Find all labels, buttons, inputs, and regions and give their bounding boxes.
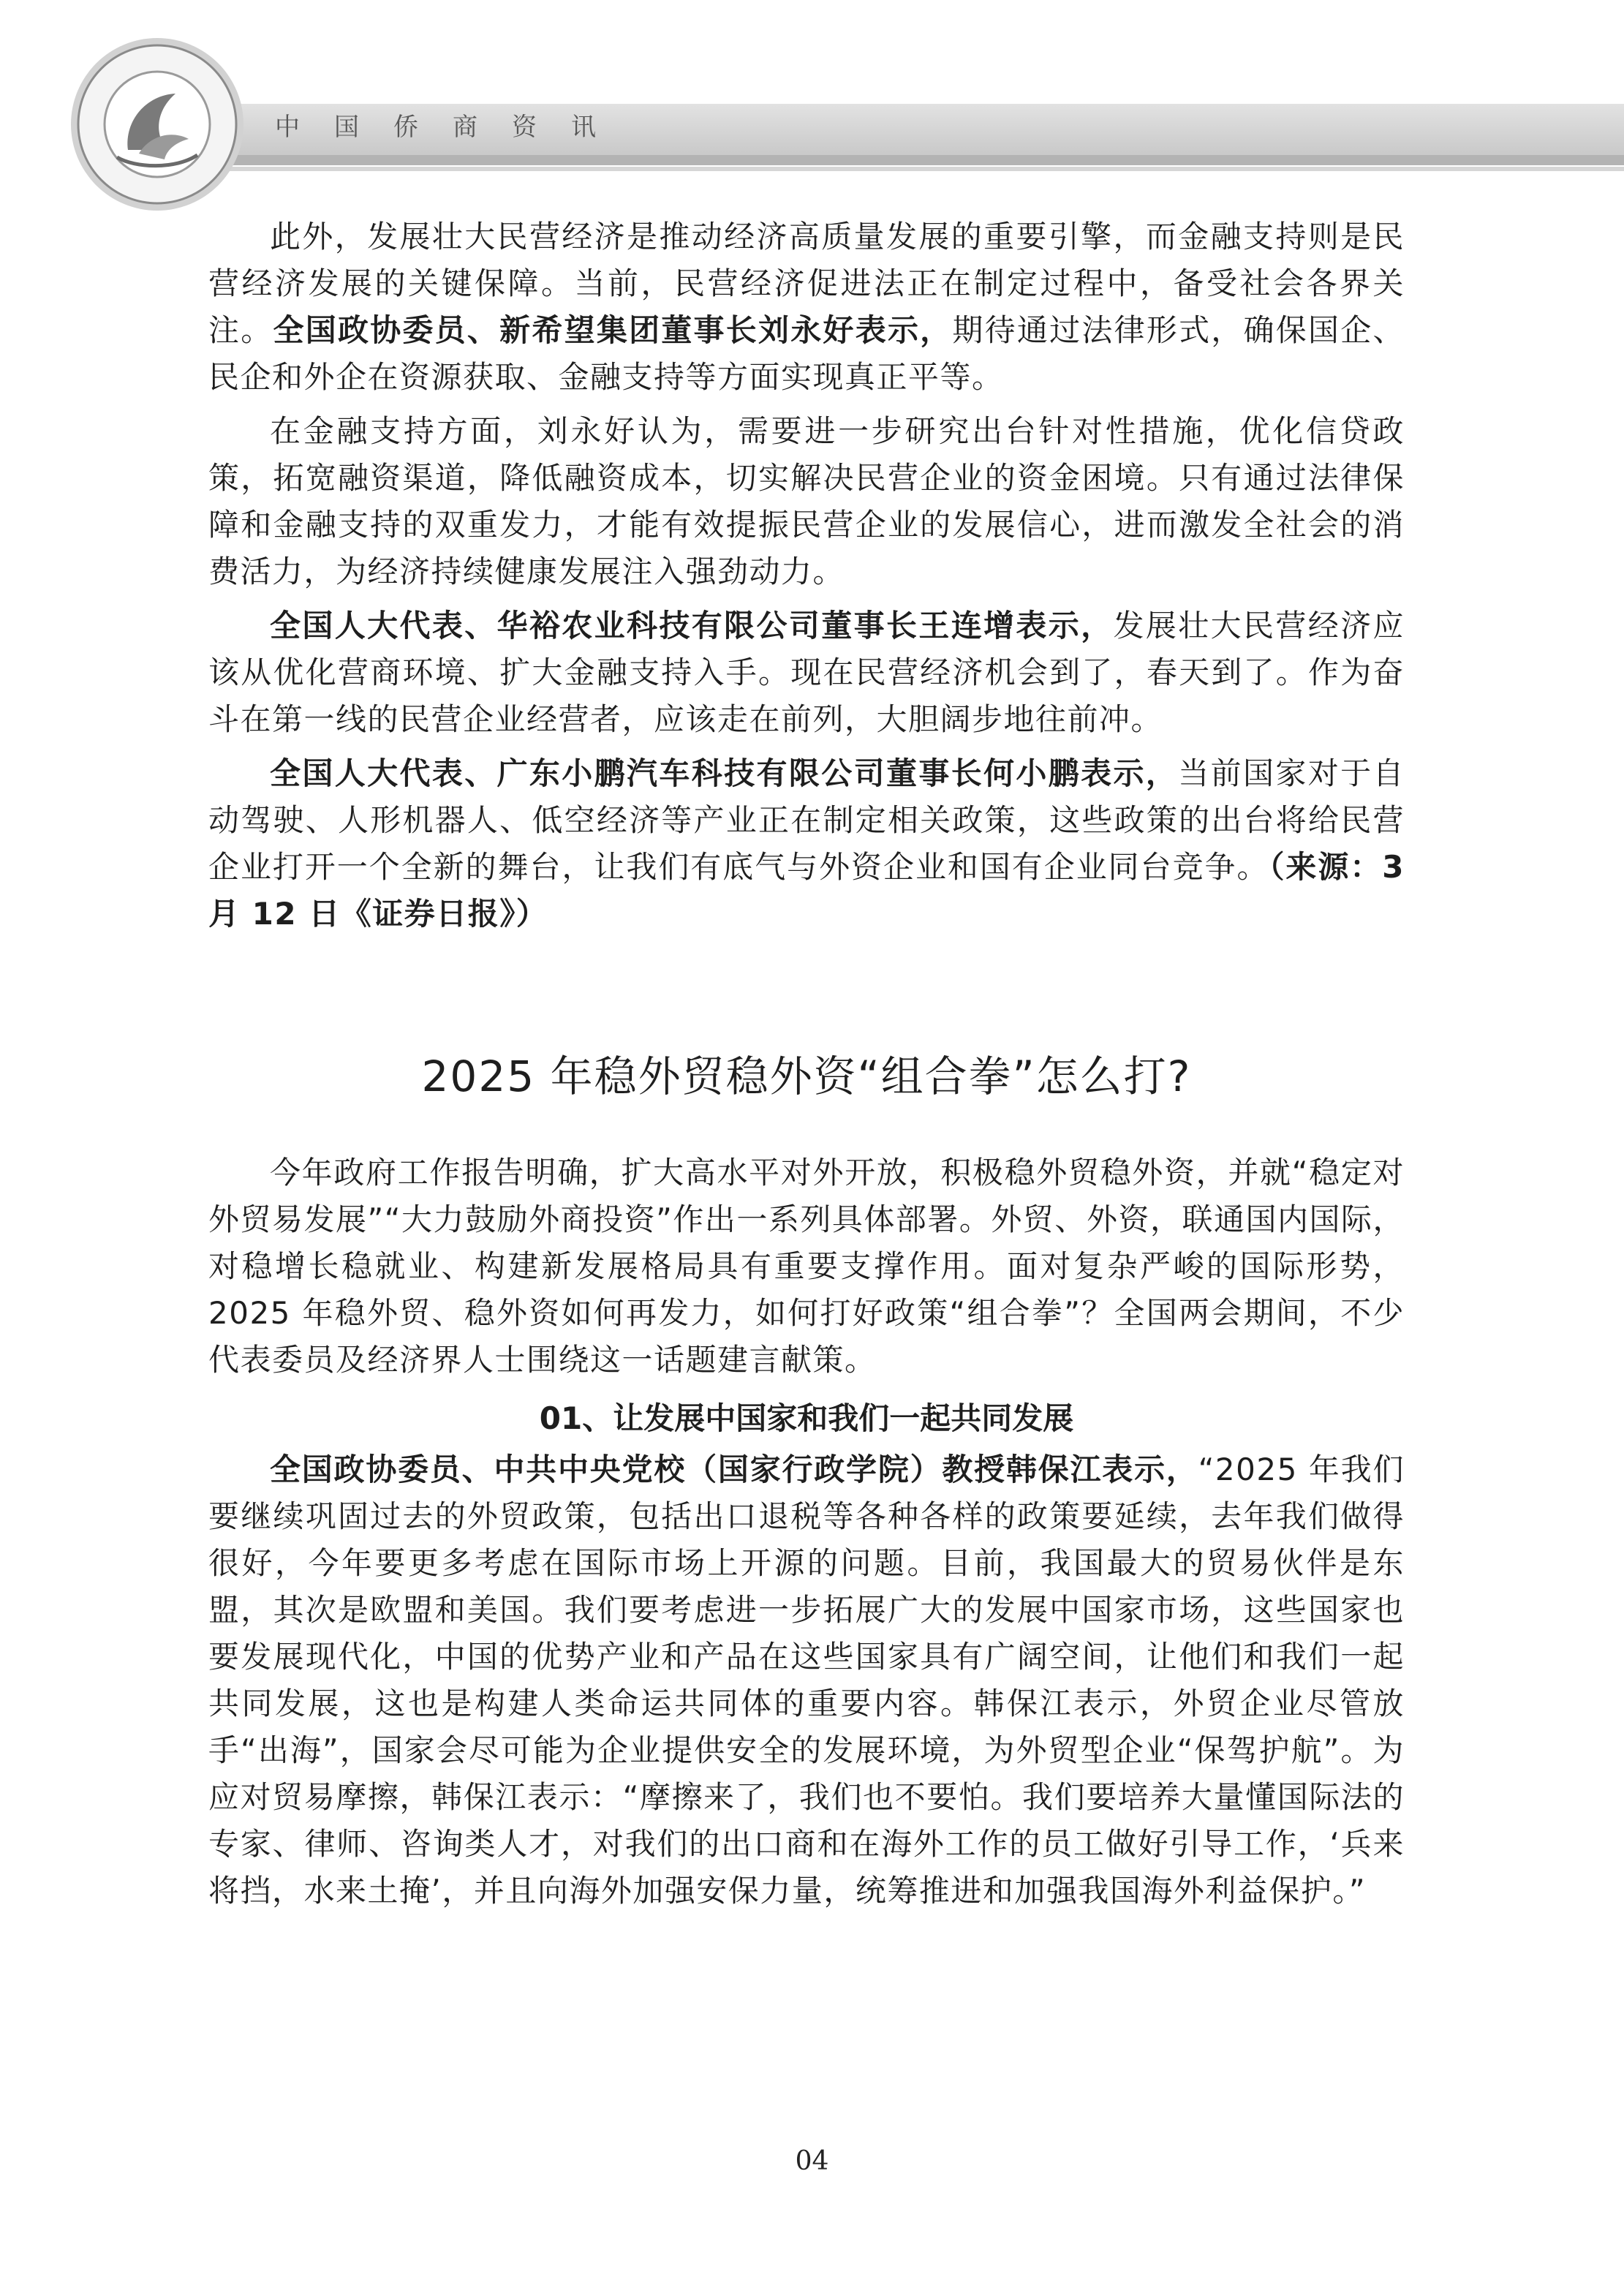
header-band [0, 0, 1624, 241]
speaker-name: 全国人大代表、华裕农业科技有限公司董事长王连增表示， [270, 608, 1114, 644]
source-citation: （来源：3 月 12 日《证券日报》） [208, 849, 1405, 932]
paragraph: 全国人大代表、广东小鹏汽车科技有限公司董事长何小鹏表示，当前国家对于自动驾驶、人形机器人、低空经济等产业正在制定相关政策，这些政策的出台将给民营企业打开一个全新的舞台，让我们有底气与外资企业和国有企业同台竞争。（来源：3 月 12 日《证券日报》） [208, 755, 1405, 932]
magazine-name: 中国侨商资讯 [275, 113, 630, 142]
speaker-name: 全国政协委员、中共中央党校（国家行政学院）教授韩保江表示， [270, 1452, 1198, 1487]
paragraph: 全国政协委员、中共中央党校（国家行政学院）教授韩保江表示，“2025 年我们要继续巩固过去的外贸政策，包括出口退税等各种各样的政策要延续，去年我们做得很好，今年要更多考虑在国际市场上开源的问题。目前，我国最大的贸易伙伴是东盟，其次是欧盟和美国。我们要考虑进一步拓展广大的发展中国家市场，这些国家也要发展现代化，中国的优势产业和产品在这些国家具有广阔空间，让他们和我们一起共同发展，这也是构建人类命运共同体的重要内容。韩保江表示，外贸企业尽管放手“出海”，国家会尽可能为企业提供安全的发展环境，为外贸型企业“保驾护航”。为应对贸易摩擦，韩保江表示：“摩擦来了，我们也不要怕。我们要培养大量懂国际法的专家、律师、咨询类人才，对我们的出口商和在海外工作的员工做好引导工作，‘兵来将挡，水来土掩’，并且向海外加强安保力量，统筹推进和加强我国海外利益保护。” [208, 1452, 1405, 1909]
paragraph: 今年政府工作报告明确，扩大高水平对外开放，积极稳外贸稳外资，并就“稳定对外贸易发展”“大力鼓励外商投资”作出一系列具体部署。外贸、外资，联通国内国际，对稳增长稳就业、构建新发展格局具有重要支撑作用。面对复杂严峻的国际形势，2025 年稳外贸、稳外资如何再发力，如何打好政策“组合拳”？全国两会期间，不少代表委员及经济界人士围绕这一话题建言献策。 [208, 1155, 1405, 1378]
paragraph: 在金融支持方面，刘永好认为，需要进一步研究出台针对性措施，优化信贷政策，拓宽融资渠道，降低融资成本，切实解决民营企业的资金困境。只有通过法律保障和金融支持的双重发力，才能有效提振民营企业的发展信心，进而激发全社会的消费活力，为经济持续健康发展注入强劲动力。 [208, 413, 1405, 589]
paragraph: 全国人大代表、华裕农业科技有限公司董事长王连增表示，发展壮大民营经济应该从优化营商环境、扩大金融支持入手。现在民营经济机会到了，春天到了。作为奋斗在第一线的民营企业经营者，应该走在前列，大胆阔步地往前冲。 [208, 608, 1405, 737]
speaker-name: 全国人大代表、广东小鹏汽车科技有限公司董事长何小鹏表示， [270, 755, 1179, 791]
logo-icon [71, 38, 243, 211]
page-number: 04 [795, 2146, 829, 2176]
page-content [208, 214, 1405, 1914]
speaker-name: 全国政协委员、新希望集团董事长刘永好表示， [273, 312, 953, 348]
page-header [0, 0, 1624, 241]
section-subheading: 01、让发展中国家和我们一起共同发展 [539, 1400, 1074, 1436]
article-title: 2025 年稳外贸稳外资“组合拳”怎么打? [421, 1052, 1192, 1101]
paragraph: 此外，发展壮大民营经济是推动经济高质量发展的重要引擎，而金融支持则是民营经济发展的关键保障。当前，民营经济促进法正在制定过程中，备受社会各界关注。全国政协委员、新希望集团董事长刘永好表示，期待通过法律形式，确保国企、民企和外企在资源获取、金融支持等方面实现真正平等。 [208, 219, 1405, 395]
